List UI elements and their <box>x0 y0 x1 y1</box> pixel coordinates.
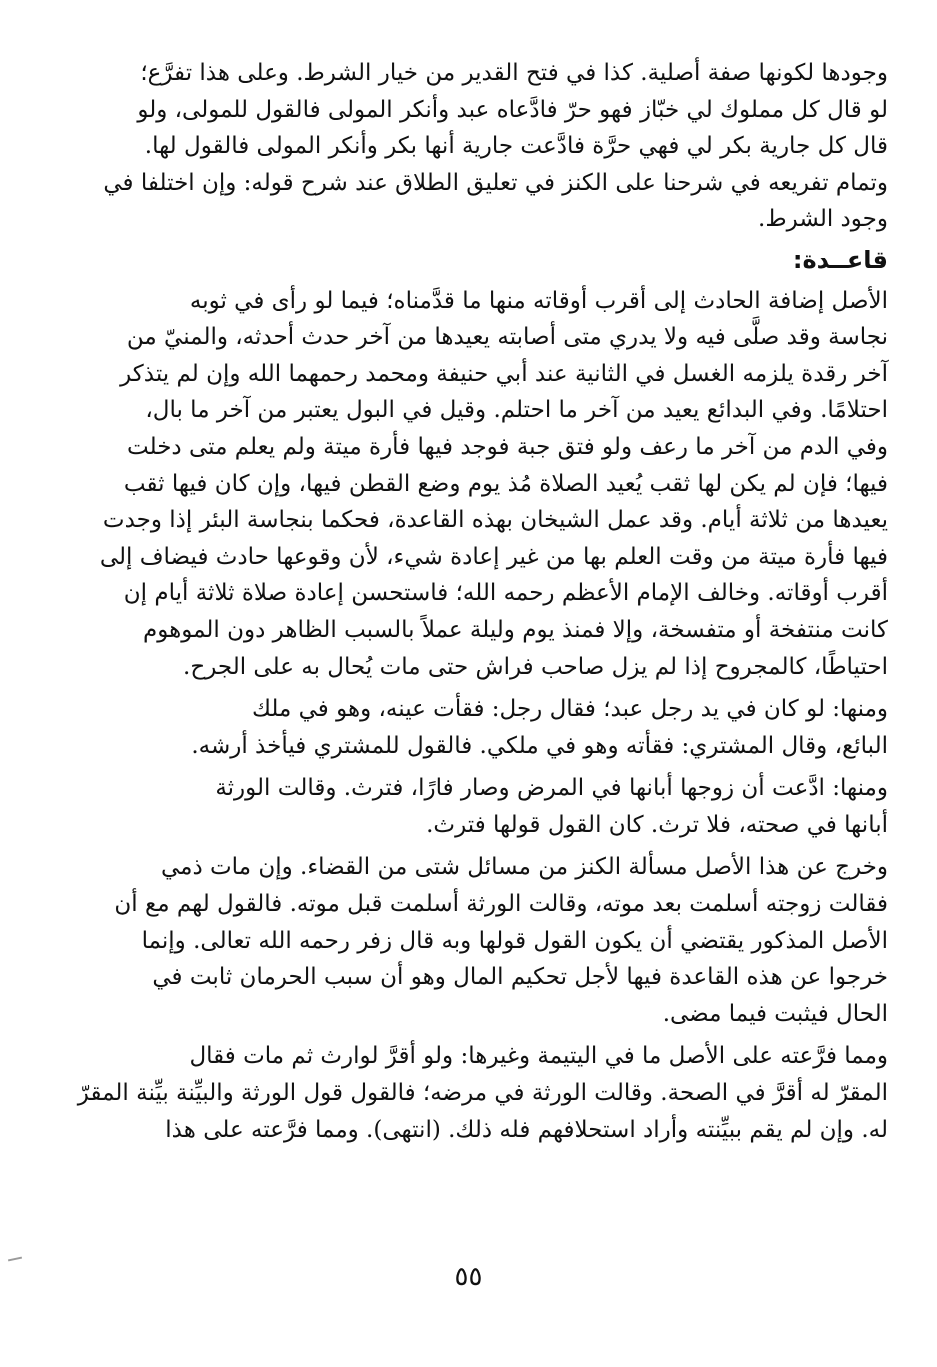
section-heading: قاعــدة: <box>792 245 888 274</box>
paragraph: ومنها: لو كان في يد رجل عبد؛ فقال رجل: فقأت عينه، وهو في ملك البائع، وقال المشتري: فقأته وهو في ملكي. فالقول للمشتري فيأخذ أرشه. <box>191 696 888 759</box>
scan-mark <box>8 1257 22 1262</box>
document-body <box>58 55 888 1148</box>
paragraph: وخرج عن هذا الأصل مسألة الكنز من مسائل شتى من القضاء. وإن مات ذمي فقالت زوجته أسلمت بعد موته، وقالت الورثة أسلمت قبل موته. فالقول لهم مع أن الأصل المذكور يقتضي أن يكون القول قولها وبه قال زفر رحمه الله تعالى. وإنما خرجوا عن هذه القاعدة فيها لأجل تحكيم المال وهو أن سبب الحرمان ثابت في الحال فيثبت فيما مضى. <box>114 854 888 1027</box>
paragraph: ومما فرَّعته على الأصل ما في اليتيمة وغيرها: ولو أقرَّ لوارث ثم مات فقال المقرّ له أقرَّ في الصحة. وقالت الورثة في مرضه؛ فالقول قول الورثة والبيِّنة بيِّنة المقرّ له. وإن لم يقم ببيِّنته وأراد استحلافهم فله ذلك. (انتهى). ومما فرَّعته على هذا <box>77 1043 888 1143</box>
paragraph: ومنها: ادَّعت أن زوجها أبانها في المرض وصار فارًا، فترث. وقالت الورثة أبانها في صحته، فلا ترث. كان القول قولها فترث. <box>215 775 888 838</box>
paragraph: وجودها لكونها صفة أصلية. كذا في فتح القدير من خيار الشرط. وعلى هذا تفرَّع؛ لو قال كل مملوك لي خبّاز فهو حرّ فادَّعاه عبد وأنكر المولى فالقول للمولى، ولو قال كل جارية بكر لي فهي حرَّة فادَّعت جارية أنها بكر وأنكر المولى فالقول لها. وتمام تفريعه في شرحنا على الكنز في تعليق الطلاق عند شرح قوله: وإن اختلفا في وجود الشرط. <box>103 60 888 233</box>
paragraph: الأصل إضافة الحادث إلى أقرب أوقاته منها ما قدَّمناه؛ فيما لو رأى في ثوبه نجاسة وقد صلَّى فيه ولا يدري متى أصابته يعيدها من آخر حدث أحدثه، والمنيّ من آخر رقدة يلزمه الغسل في الثانية عند أبي حنيفة ومحمد رحمهما الله وإن لم يتذكر احتلامًا. وفي البدائع يعيد من آخر ما احتلم. وقيل في البول يعتبر من آخر ما بال، وفي الدم من آخر ما رعف ولو فتق جبة فوجد فيها فأرة ميتة ولم يعلم متى دخلت فيها؛ فإن لم يكن لها ثقب يُعيد الصلاة مُذ يوم وضع القطن فيها، وإن كان فيها ثقب يعيدها من ثلاثة أيام. وقد عمل الشيخان بهذه القاعدة، فحكما بنجاسة البئر إذا وجدت فيها فأرة ميتة من وقت العلم بها من غير إعادة شيء، لأن وقوعها حادث فيضاف إلى أقرب أوقاته. وخالف الإمام الأعظم رحمه الله؛ فاستحسن إعادة صلاة ثلاثة أيام إن كانت منتفخة أو متفسخة، وإلا فمنذ يوم وليلة عملاً بالسبب الظاهر دون الموهوم احتياطًا، كالمجروح إذا لم يزل صاحب فراش حتى مات يُحال به على الجرح. <box>99 287 888 680</box>
page-number: ٥٥ <box>454 1262 483 1292</box>
